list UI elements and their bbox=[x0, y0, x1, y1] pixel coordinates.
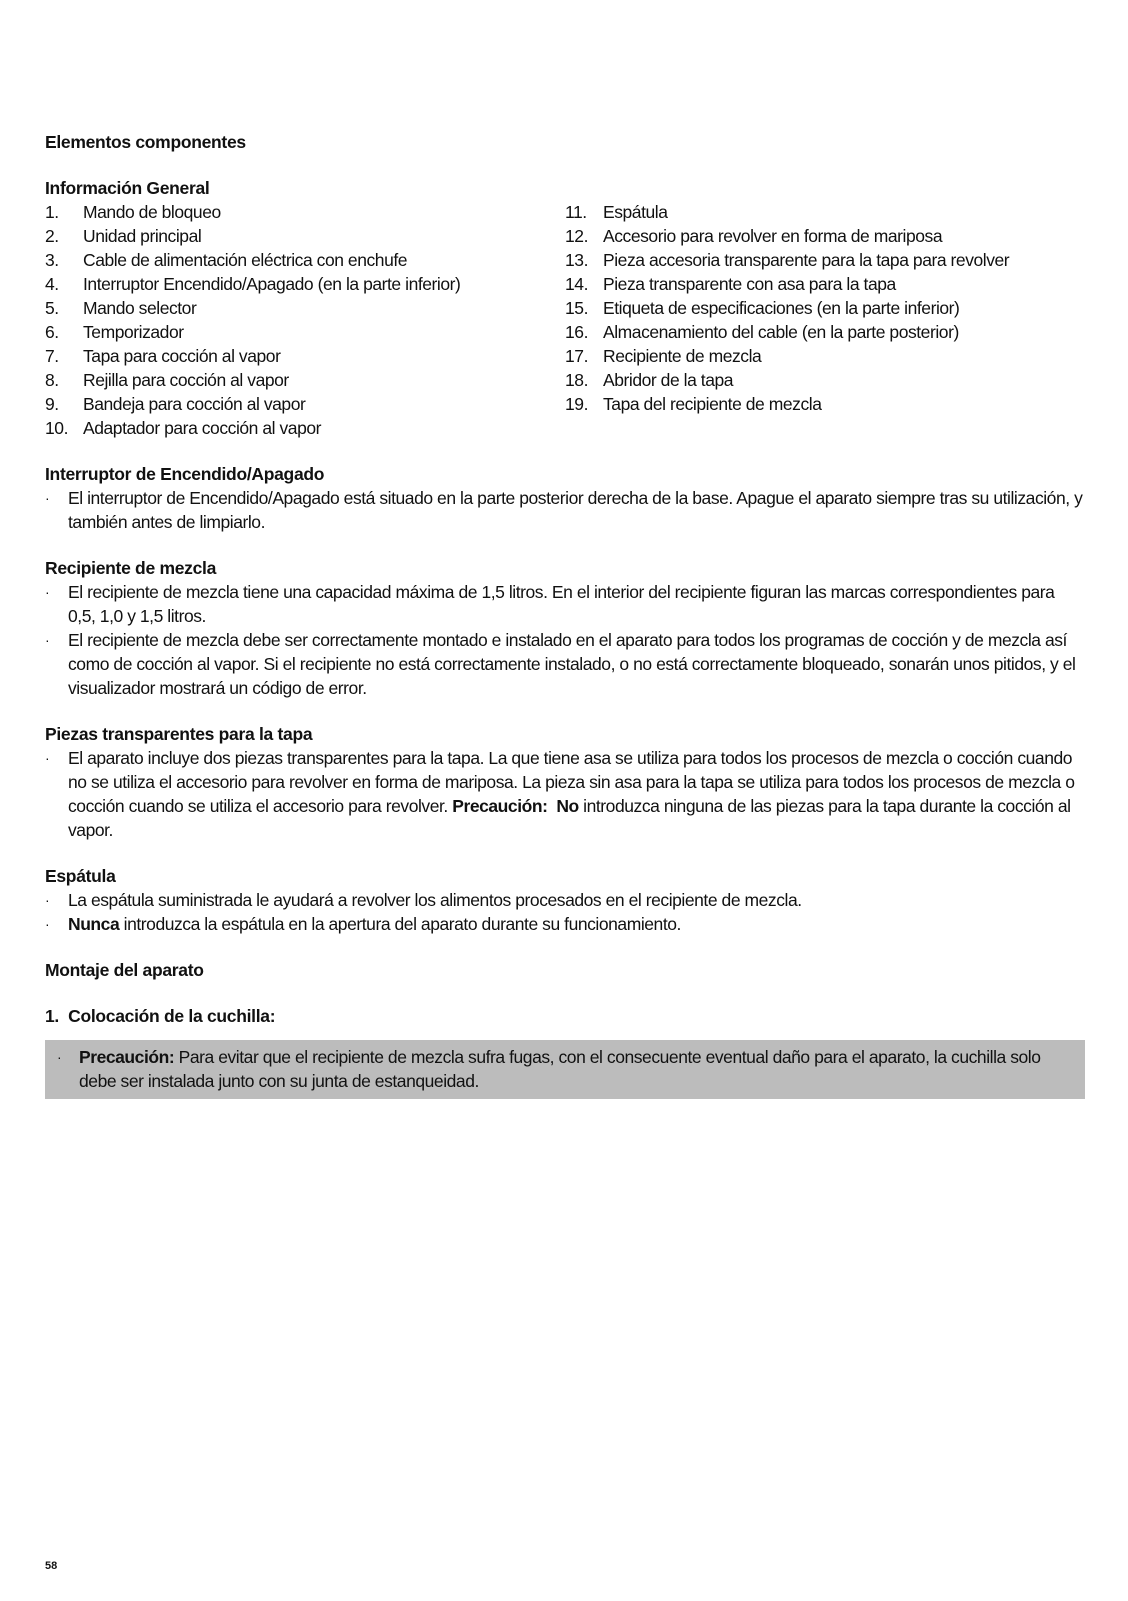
page-number: 58 bbox=[45, 1560, 58, 1572]
list-item bbox=[57, 1045, 1075, 1093]
list-item bbox=[45, 416, 565, 440]
lid-parts-text-after: introduzca ninguna de las piezas para la tapa durante la cocción al vapor. bbox=[68, 796, 1071, 840]
item-text: Unidad principal bbox=[83, 226, 202, 246]
item-number: 8. bbox=[45, 370, 59, 390]
lid-parts-text-before: El aparato incluye dos piezas transparentes para la tapa. La que tiene asa se utiliza para todos los procesos de mezcla o cocción cuando no se utiliza el accesorio para revolver en forma de mariposa. La pieza sin asa para la tapa se utiliza para todos los procesos de mezcla o cocción cuando se utiliza el accesorio para revolver. bbox=[68, 748, 1075, 816]
item-number: 6. bbox=[45, 322, 59, 342]
list-item bbox=[45, 580, 1085, 628]
item-text: Almacenamiento del cable (en la parte posterior) bbox=[603, 322, 959, 342]
list-item bbox=[45, 486, 1085, 534]
lid-parts-section bbox=[45, 722, 1085, 842]
item-number: 15. bbox=[565, 298, 588, 318]
list-item bbox=[45, 224, 565, 248]
item-number: 9. bbox=[45, 394, 59, 414]
list-item bbox=[45, 888, 1085, 912]
item-text: Temporizador bbox=[83, 322, 184, 342]
item-text: Pieza accesoria transparente para la tapa para revolver bbox=[603, 250, 1010, 270]
spatula-bullet-text bbox=[68, 912, 1085, 936]
item-number: 17. bbox=[565, 346, 588, 366]
item-text: Mando selector bbox=[83, 298, 197, 318]
warning-box bbox=[45, 1040, 1085, 1099]
item-number: 11. bbox=[565, 202, 587, 222]
lid-parts-bullet-text bbox=[68, 746, 1085, 842]
bullet-symbol: · bbox=[57, 1049, 62, 1065]
caution-label: Precaución: bbox=[452, 796, 548, 816]
components-right-column bbox=[565, 200, 1085, 440]
page-content bbox=[45, 130, 1085, 1099]
item-number: 1. bbox=[45, 202, 59, 222]
bowl-bullets bbox=[45, 580, 1085, 700]
item-text: Etiqueta de especificaciones (en la parte inferior) bbox=[603, 298, 960, 318]
item-number: 7. bbox=[45, 346, 59, 366]
list-item bbox=[45, 628, 1085, 700]
warning-bullets bbox=[57, 1045, 1075, 1093]
item-number: 10. bbox=[45, 418, 68, 438]
list-item bbox=[565, 296, 1085, 320]
never-label: Nunca bbox=[68, 914, 120, 934]
switch-bullets bbox=[45, 486, 1085, 534]
item-number: 5. bbox=[45, 298, 59, 318]
bowl-heading: Recipiente de mezcla bbox=[45, 558, 217, 578]
item-number: 18. bbox=[565, 370, 588, 390]
list-item bbox=[565, 272, 1085, 296]
item-number: 12. bbox=[565, 226, 588, 246]
item-text: Interruptor Encendido/Apagado (en la parte inferior) bbox=[83, 274, 461, 294]
bullet-symbol: · bbox=[45, 632, 50, 648]
list-item bbox=[565, 224, 1085, 248]
item-number: 14. bbox=[565, 274, 588, 294]
list-item bbox=[565, 248, 1085, 272]
item-number: 2. bbox=[45, 226, 59, 246]
lid-parts-bullets bbox=[45, 746, 1085, 842]
bowl-bullet-text: El recipiente de mezcla tiene una capacidad máxima de 1,5 litros. En el interior del recipiente figuran las marcas correspondientes para 0,5, 1,0 y 1,5 litros. bbox=[68, 582, 1055, 626]
item-text: Bandeja para cocción al vapor bbox=[83, 394, 306, 414]
switch-heading: Interruptor de Encendido/Apagado bbox=[45, 464, 325, 484]
item-text: Adaptador para cocción al vapor bbox=[83, 418, 322, 438]
item-text: Cable de alimentación eléctrica con enchufe bbox=[83, 250, 408, 270]
page-title: Elementos componentes bbox=[45, 132, 246, 152]
item-text: Recipiente de mezcla bbox=[603, 346, 762, 366]
list-item bbox=[45, 368, 565, 392]
list-item bbox=[565, 344, 1085, 368]
bullet-symbol: · bbox=[45, 892, 50, 908]
item-number: 16. bbox=[565, 322, 588, 342]
item-text: Accesorio para revolver en forma de mariposa bbox=[603, 226, 943, 246]
item-text: Espátula bbox=[603, 202, 668, 222]
list-item bbox=[45, 320, 565, 344]
item-number: 4. bbox=[45, 274, 59, 294]
list-item bbox=[45, 272, 565, 296]
item-text: Mando de bloqueo bbox=[83, 202, 221, 222]
list-item bbox=[565, 392, 1085, 416]
list-item bbox=[565, 368, 1085, 392]
assembly-section bbox=[45, 958, 1085, 1099]
warning-body: Para evitar que el recipiente de mezcla sufra fugas, con el consecuente eventual daño para el aparato, la cuchilla solo debe ser instalada junto con su junta de estanqueidad. bbox=[79, 1047, 1041, 1091]
spatula-bullet2-text: introduzca la espátula en la apertura del aparato durante su funcionamiento. bbox=[119, 914, 681, 934]
item-text: Tapa para cocción al vapor bbox=[83, 346, 281, 366]
warning-text bbox=[79, 1045, 1075, 1093]
blade-step-title: 1. Colocación de la cuchilla: bbox=[45, 1006, 276, 1026]
list-item bbox=[45, 912, 1085, 936]
switch-bullet-text: El interruptor de Encendido/Apagado está situado en la parte posterior derecha de la base. Apague el aparato siempre tras su utilización, y también antes de limpiarlo. bbox=[68, 488, 1083, 532]
components-right-list bbox=[565, 200, 1085, 416]
item-number: 19. bbox=[565, 394, 588, 414]
list-item bbox=[45, 248, 565, 272]
list-item bbox=[45, 200, 565, 224]
item-text: Tapa del recipiente de mezcla bbox=[603, 394, 822, 414]
bullet-symbol: · bbox=[45, 750, 50, 766]
item-text: Pieza transparente con asa para la tapa bbox=[603, 274, 896, 294]
item-text: Abridor de la tapa bbox=[603, 370, 734, 390]
list-item bbox=[45, 746, 1085, 842]
components-left-list bbox=[45, 200, 565, 440]
assembly-heading: Montaje del aparato bbox=[45, 960, 204, 980]
bullet-symbol: · bbox=[45, 490, 50, 506]
list-item bbox=[45, 392, 565, 416]
no-label: No bbox=[556, 796, 579, 816]
components-list bbox=[45, 200, 1085, 440]
general-heading: Información General bbox=[45, 178, 210, 198]
bowl-bullet-text: El recipiente de mezcla debe ser correctamente montado e instalado en el aparato para todos los programas de cocción y de mezcla así como de cocción al vapor. Si el recipiente no está correctamente instalado, o no está correctamente bloqueado, sonarán unos pitidos, y el visualizador mostrará un código de error. bbox=[68, 630, 1076, 698]
bullet-symbol: · bbox=[45, 916, 50, 932]
list-item bbox=[565, 200, 1085, 224]
list-item bbox=[45, 296, 565, 320]
spatula-heading: Espátula bbox=[45, 866, 116, 886]
switch-section bbox=[45, 462, 1085, 534]
item-text: Rejilla para cocción al vapor bbox=[83, 370, 289, 390]
bowl-section bbox=[45, 556, 1085, 700]
warning-label: Precaución: bbox=[79, 1047, 175, 1067]
item-number: 3. bbox=[45, 250, 59, 270]
components-left-column bbox=[45, 200, 565, 440]
bullet-symbol: · bbox=[45, 584, 50, 600]
spatula-bullets bbox=[45, 888, 1085, 936]
spatula-section bbox=[45, 864, 1085, 936]
spatula-bullet-text: La espátula suministrada le ayudará a revolver los alimentos procesados en el recipiente de mezcla. bbox=[68, 890, 802, 910]
lid-parts-heading: Piezas transparentes para la tapa bbox=[45, 724, 313, 744]
list-item bbox=[45, 344, 565, 368]
item-number: 13. bbox=[565, 250, 588, 270]
list-item bbox=[565, 320, 1085, 344]
